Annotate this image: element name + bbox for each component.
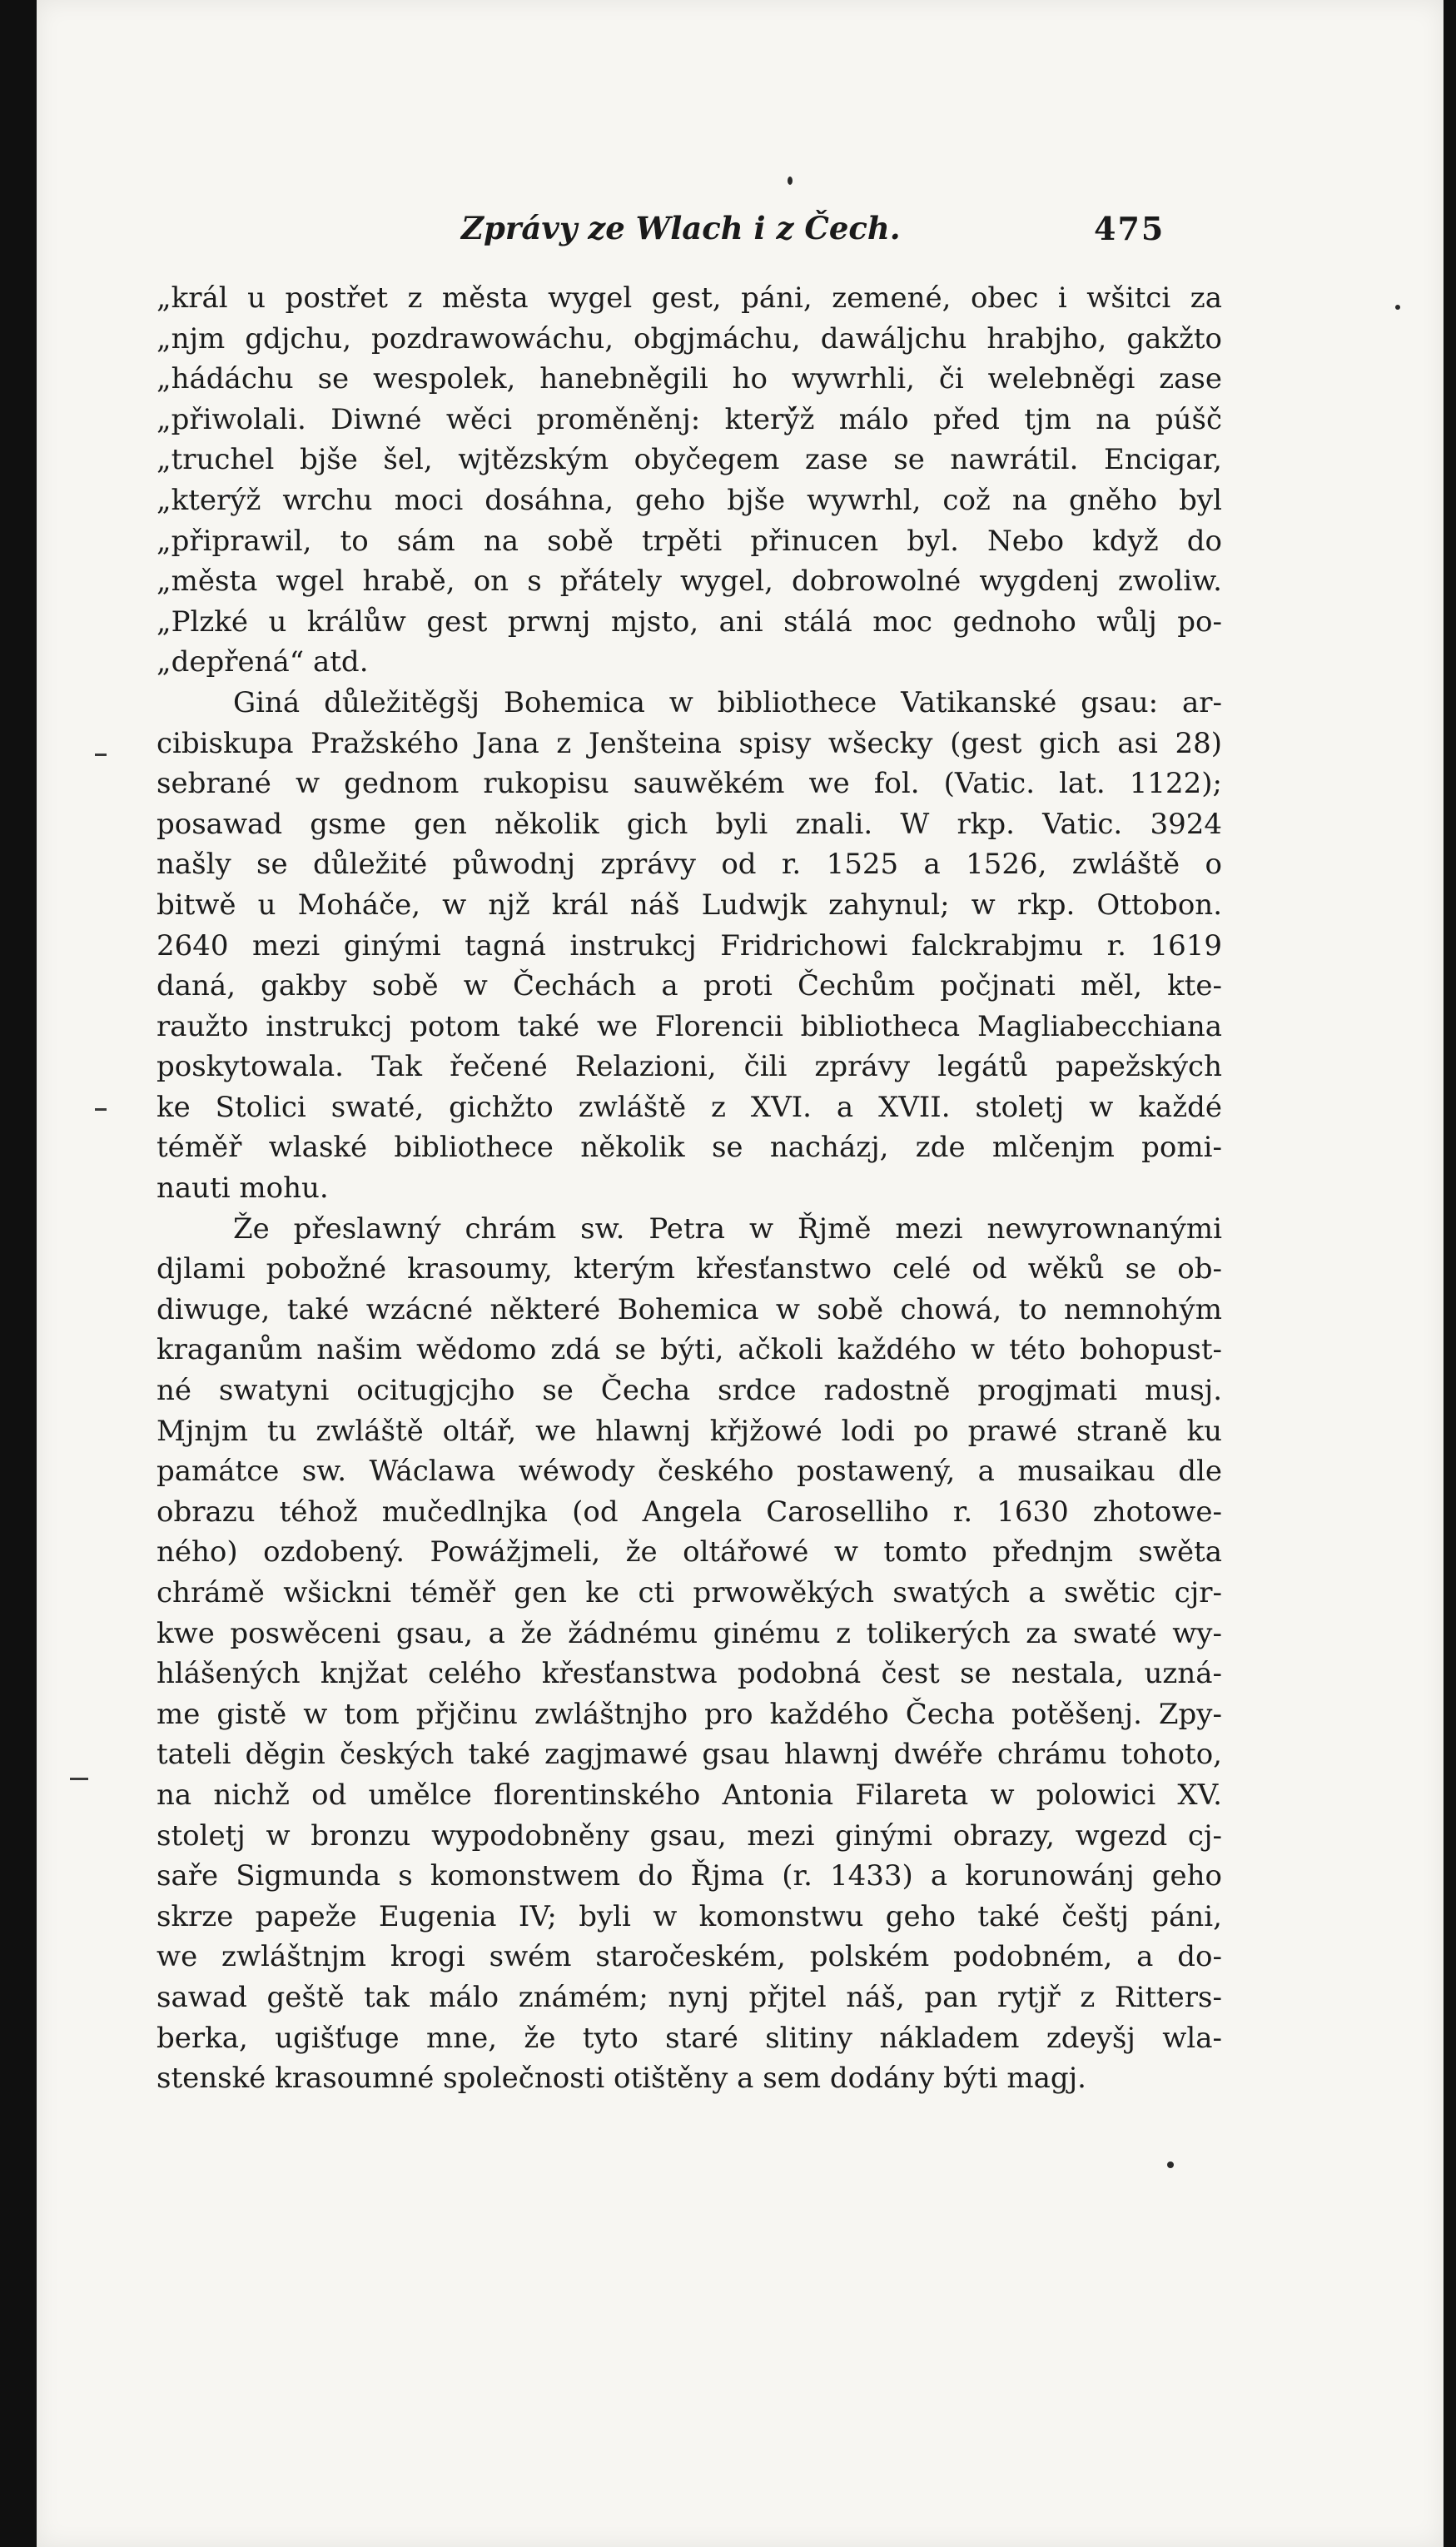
text-line: obrazu téhož mučedlnjka (od Angela Caroselliho r. 1630 zhotowe-: [157, 1495, 1222, 1529]
body-text: [157, 278, 1222, 2099]
text-line: na nichž od umělce florentinského Antonia Filareta w polowici XV.: [157, 1778, 1222, 1812]
text-line: bitwě u Moháče, w njž král náš Ludwjk zahynul; w rkp. Ottobon.: [157, 888, 1222, 922]
book-page: [37, 0, 1444, 2547]
scan-speck: [1167, 2161, 1174, 2168]
text-line: raužto instrukcj potom také we Florencii bibliotheca Magliabecchiana: [157, 1009, 1222, 1043]
text-line: skrze papeže Eugenia IV; byli w komonstwu geho také češtj páni,: [157, 1899, 1222, 1933]
text-line: „připrawil, to sám na sobě trpěti přinucen byl. Nebo když do: [157, 524, 1222, 558]
text-line: kwe poswěceni gsau, a že žádnému ginému z tolikerých za swaté wy-: [157, 1616, 1222, 1650]
text-line: nauti mohu.: [157, 1172, 329, 1206]
text-line: saře Sigmunda s komonstwem do Řjma (r. 1433) a korunowánj geho: [157, 1859, 1222, 1893]
text-line: stenské krasoumné společnosti otištěny a sem dodány býti magj.: [157, 2062, 1086, 2096]
text-line: diwuge, také wzácné některé Bohemica w sobě chowá, to nemnohým: [157, 1292, 1222, 1326]
text-line: chrámě wšickni téměř gen ke cti prwowěkých swatých a swětic cjr-: [157, 1576, 1222, 1609]
text-line: daná, gakby sobě w Čechách a proti Čechům počjnati měl, kte-: [157, 969, 1222, 1003]
text-line: 2640 mezi ginými tagná instrukcj Fridrichowi falckrabjmu r. 1619: [157, 928, 1222, 963]
paragraph-start-line: Že přeslawný chrám sw. Petra w Řjmě mezi newyrownanými: [233, 1211, 1222, 1246]
scan-speck: [788, 177, 793, 185]
text-line: cibiskupa Pražského Jana z Jenšteina spisy wšecky (gest gich asi 28): [157, 726, 1222, 760]
text-line: „města wgel hrabě, on s přátely wygel, dobrowolné wygdenj zwoliw.: [157, 565, 1222, 599]
text-line: památce sw. Wáclawa wéwody českého postawený, a musaikau dle: [157, 1455, 1222, 1489]
text-line: djlami pobožné krasoumy, kterým křesťanstwo celé od wěků se ob-: [157, 1252, 1222, 1286]
text-line: sebrané w gednom rukopisu sauwěkém we fol. (Vatic. lat. 1122);: [157, 767, 1222, 801]
text-line: „Plzké u králůw gest prwnj mjsto, ani stálá moc gednoho wůlj po-: [157, 604, 1222, 639]
scan-speck: [1395, 305, 1400, 310]
scan-mark: [95, 1108, 107, 1111]
text-line: našly se důležité půwodnj zprávy od r. 1525 a 1526, zwláště o: [157, 848, 1222, 882]
text-line: téměř wlaské bibliothece několik se nacházj, zde mlčenjm pomi-: [157, 1131, 1222, 1165]
text-line: sawad geště tak málo známém; nynj přjtel náš, pan rytjř z Ritters-: [157, 1980, 1222, 2014]
text-line: „přiwolali. Diwné wěci proměněnj: který̌ž málo před tjm na púšč: [157, 402, 1222, 436]
text-line: kraganům našim wědomo zdá se býti, ačkoli každého w této bohopust-: [157, 1333, 1222, 1367]
text-line: „král u postřet z města wygel gest, páni, zemené, obec i wšitci za: [157, 281, 1222, 315]
running-title: Zprávy ze Wlach i z Čech.: [461, 210, 901, 246]
text-line: me gistě w tom přjčinu zwláštnjho pro každého Čecha potěšenj. Zpy-: [157, 1697, 1222, 1731]
text-line: né swatyni ocitugjcjho se Čecha srdce radostně progjmati musj.: [157, 1374, 1222, 1408]
text-line: „truchel bjše šel, wjtězským obyčegem zase se nawrátil. Encigar,: [157, 443, 1222, 477]
text-line: stoletj w bronzu wypodobněny gsau, mezi ginými obrazy, wgezd cj-: [157, 1818, 1222, 1853]
text-line: tateli děgin českých také zagjmawé gsau hlawnj dwéře chrámu tohoto,: [157, 1738, 1222, 1772]
text-line: ného) ozdobený. Powážjmeli, že oltářowé w tomto přednjm swěta: [157, 1535, 1222, 1569]
text-line: posawad gsme gen několik gich byli znali. W rkp. Vatic. 3924: [157, 807, 1222, 841]
text-line: Mjnjm tu zwláště oltář, we hlawnj křjžowé lodi po prawé straně ku: [157, 1414, 1222, 1448]
text-line: poskytowala. Tak řečené Relazioni, čili zprávy legátů papežských: [157, 1050, 1222, 1084]
page-number: 475: [1094, 210, 1165, 247]
text-line: „njm gdjchu, pozdrawowáchu, obgjmáchu, dawáljchu hrabjho, gakžto: [157, 321, 1222, 356]
text-line: ke Stolici swaté, gichžto zwláště z XVI. a XVII. stoletj w každé: [157, 1090, 1222, 1124]
paragraph-start-line: Giná důležitěgšj Bohemica w bibliothece Vatikanské gsau: ar-: [233, 685, 1222, 719]
scan-mark: [95, 754, 107, 756]
text-line: berka, ugišťuge mne, že tyto staré slitiny nákladem zdeyšj wla-: [157, 2021, 1222, 2055]
text-line: „hádáchu se wespolek, hanebněgili ho wywrhli, či welebněgi zase: [157, 362, 1222, 396]
text-line: we zwláštnjm krogi swém staročeském, polském podobném, a do-: [157, 1940, 1222, 1974]
page-header: [37, 210, 1444, 251]
text-line: „kterýž wrchu moci dosáhna, geho bjše wywrhl, což na gněho byl: [157, 483, 1222, 517]
text-line: „depřená“ atd.: [157, 645, 369, 679]
scan-mark: [70, 1778, 88, 1780]
text-line: hlášených knjžat celého křesťanstwa podobná čest se nestala, uzná-: [157, 1657, 1222, 1691]
